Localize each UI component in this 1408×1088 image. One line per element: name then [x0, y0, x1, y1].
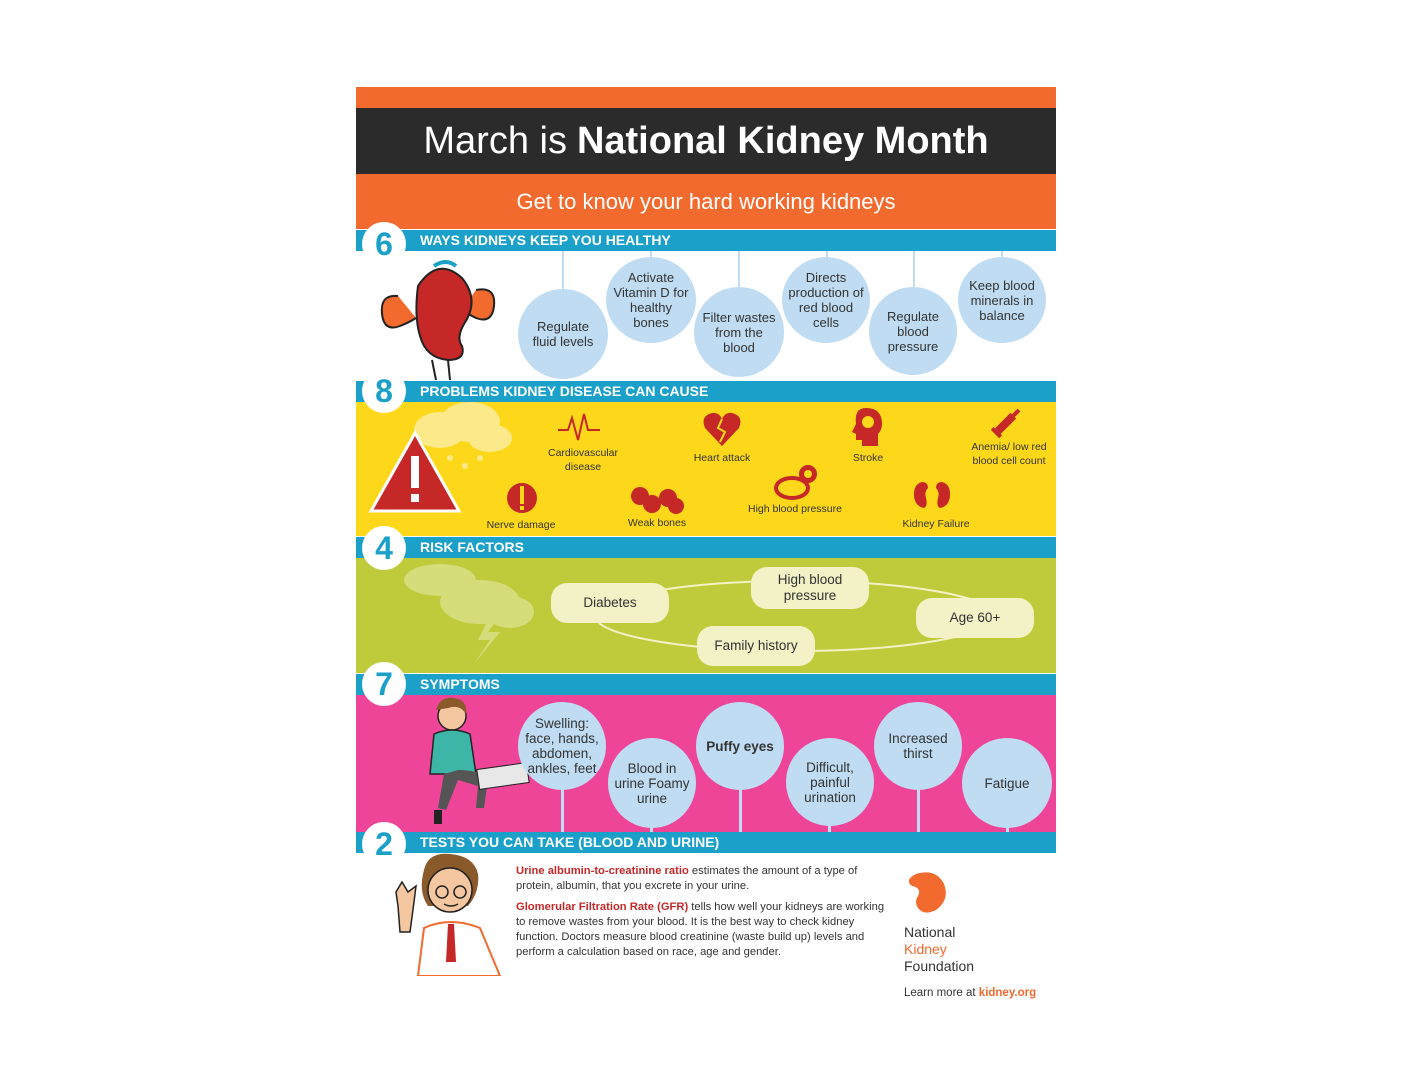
risk-pill: Age 60+: [916, 598, 1034, 638]
way-bubble: Filter wastes from the blood: [694, 287, 784, 377]
section-symptoms-number: 7: [362, 662, 406, 706]
symptom-stem: [561, 786, 564, 832]
storm-cloud-icon: [400, 560, 540, 670]
problem-label: Anemia/ low red blood cell count: [971, 441, 1047, 467]
cardiovascular-icon: [556, 410, 602, 444]
syringe-icon: [988, 404, 1026, 440]
test-urine-name: Urine albumin-to-creatinine ratio: [516, 865, 689, 877]
section-risks-header: RISK FACTORS: [356, 537, 1056, 558]
test-gfr-description: [516, 900, 886, 960]
section-ways-number: 6: [362, 222, 406, 266]
way-stem: [562, 251, 564, 289]
title-bold: National Kidney Month: [576, 119, 989, 162]
weak-bones-icon: [628, 484, 686, 516]
kidneys-icon: [912, 478, 952, 514]
doctor-icon: [388, 852, 504, 976]
page-title: [356, 108, 1056, 174]
section-ways-header: WAYS KIDNEYS KEEP YOU HEALTHY: [356, 230, 1056, 251]
title-light: March is: [423, 119, 567, 162]
nkf-org-name: [904, 924, 974, 975]
symptom-bubble: Puffy eyes: [696, 702, 784, 790]
way-stem: [913, 251, 915, 287]
symptom-bubble: Difficult, painful urination: [786, 738, 874, 826]
symptom-stem: [739, 786, 742, 832]
learn-more: [904, 987, 1036, 999]
way-bubble: Keep blood minerals in balance: [958, 257, 1046, 343]
way-bubble: Regulate blood pressure: [869, 287, 957, 375]
problem-label: Weak bones: [627, 517, 687, 529]
nerve-icon: [506, 480, 538, 516]
test-gfr-text: tells how well your kidneys are working to remove wastes from your blood. It is the best way to check kidney function. Doctors measure blood creatinine (waste build up) levels and perform a calculation based on race, age and gender.: [516, 901, 885, 958]
problem-label: Stroke: [852, 452, 884, 464]
section-tests-header: TESTS YOU CAN TAKE (BLOOD AND URINE): [356, 832, 1056, 853]
problem-label: Kidney Failure: [902, 518, 970, 530]
way-bubble: Regulate fluid levels: [518, 289, 608, 379]
problem-label: Heart attack: [693, 452, 751, 464]
section-tests-number: 2: [362, 822, 406, 866]
symptom-bubble: Blood in urine Foamy urine: [608, 738, 696, 828]
broken-heart-icon: [702, 410, 742, 448]
flexing-kidney-icon: [378, 256, 498, 380]
symptom-stem: [917, 786, 920, 832]
risk-pill: Family history: [697, 626, 815, 666]
symptom-bubble: Increased thirst: [874, 702, 962, 790]
section-symptoms-header: SYMPTOMS: [356, 674, 1056, 695]
risk-pill: Diabetes: [551, 583, 669, 623]
test-urine-text: estimates the amount of a type of protein, albumin, that you excrete in your urine.: [516, 865, 858, 892]
section-problems-number: 8: [362, 369, 406, 413]
nkf-logo-icon: [902, 870, 948, 914]
warning-icon: [368, 430, 462, 514]
way-bubble: Directs production of red blood cells: [782, 257, 870, 343]
test-urine-description: [516, 864, 861, 894]
stroke-head-icon: [850, 406, 884, 448]
test-gfr-name: Glomerular Filtration Rate (GFR): [516, 901, 689, 913]
page-subtitle: Get to know your hard working kidneys: [356, 174, 1056, 229]
problem-label: Nerve damage: [486, 519, 556, 531]
problem-label: High blood pressure: [748, 503, 842, 515]
top-accent-bar: [356, 87, 1056, 108]
nkf-line-2: Kidney: [904, 941, 947, 957]
symptom-bubble: Swelling: face, hands, abdomen, ankles, feet: [518, 702, 606, 790]
way-bubble: Activate Vitamin D for healthy bones: [606, 257, 696, 343]
way-stem: [738, 251, 740, 287]
nkf-line-1: National: [904, 924, 956, 940]
blood-pressure-icon: [772, 462, 820, 502]
section-risks-number: 4: [362, 526, 406, 570]
nkf-line-3: Foundation: [904, 958, 975, 974]
risk-pill: High blood pressure: [751, 567, 869, 609]
problem-label: Cardiovascular disease: [547, 447, 619, 473]
section-problems-header: PROBLEMS KIDNEY DISEASE CAN CAUSE: [356, 381, 1056, 402]
kidney-org-link[interactable]: kidney.org: [978, 987, 1037, 999]
learn-more-prefix: Learn more at: [904, 987, 979, 999]
symptom-bubble: Fatigue: [962, 738, 1052, 828]
